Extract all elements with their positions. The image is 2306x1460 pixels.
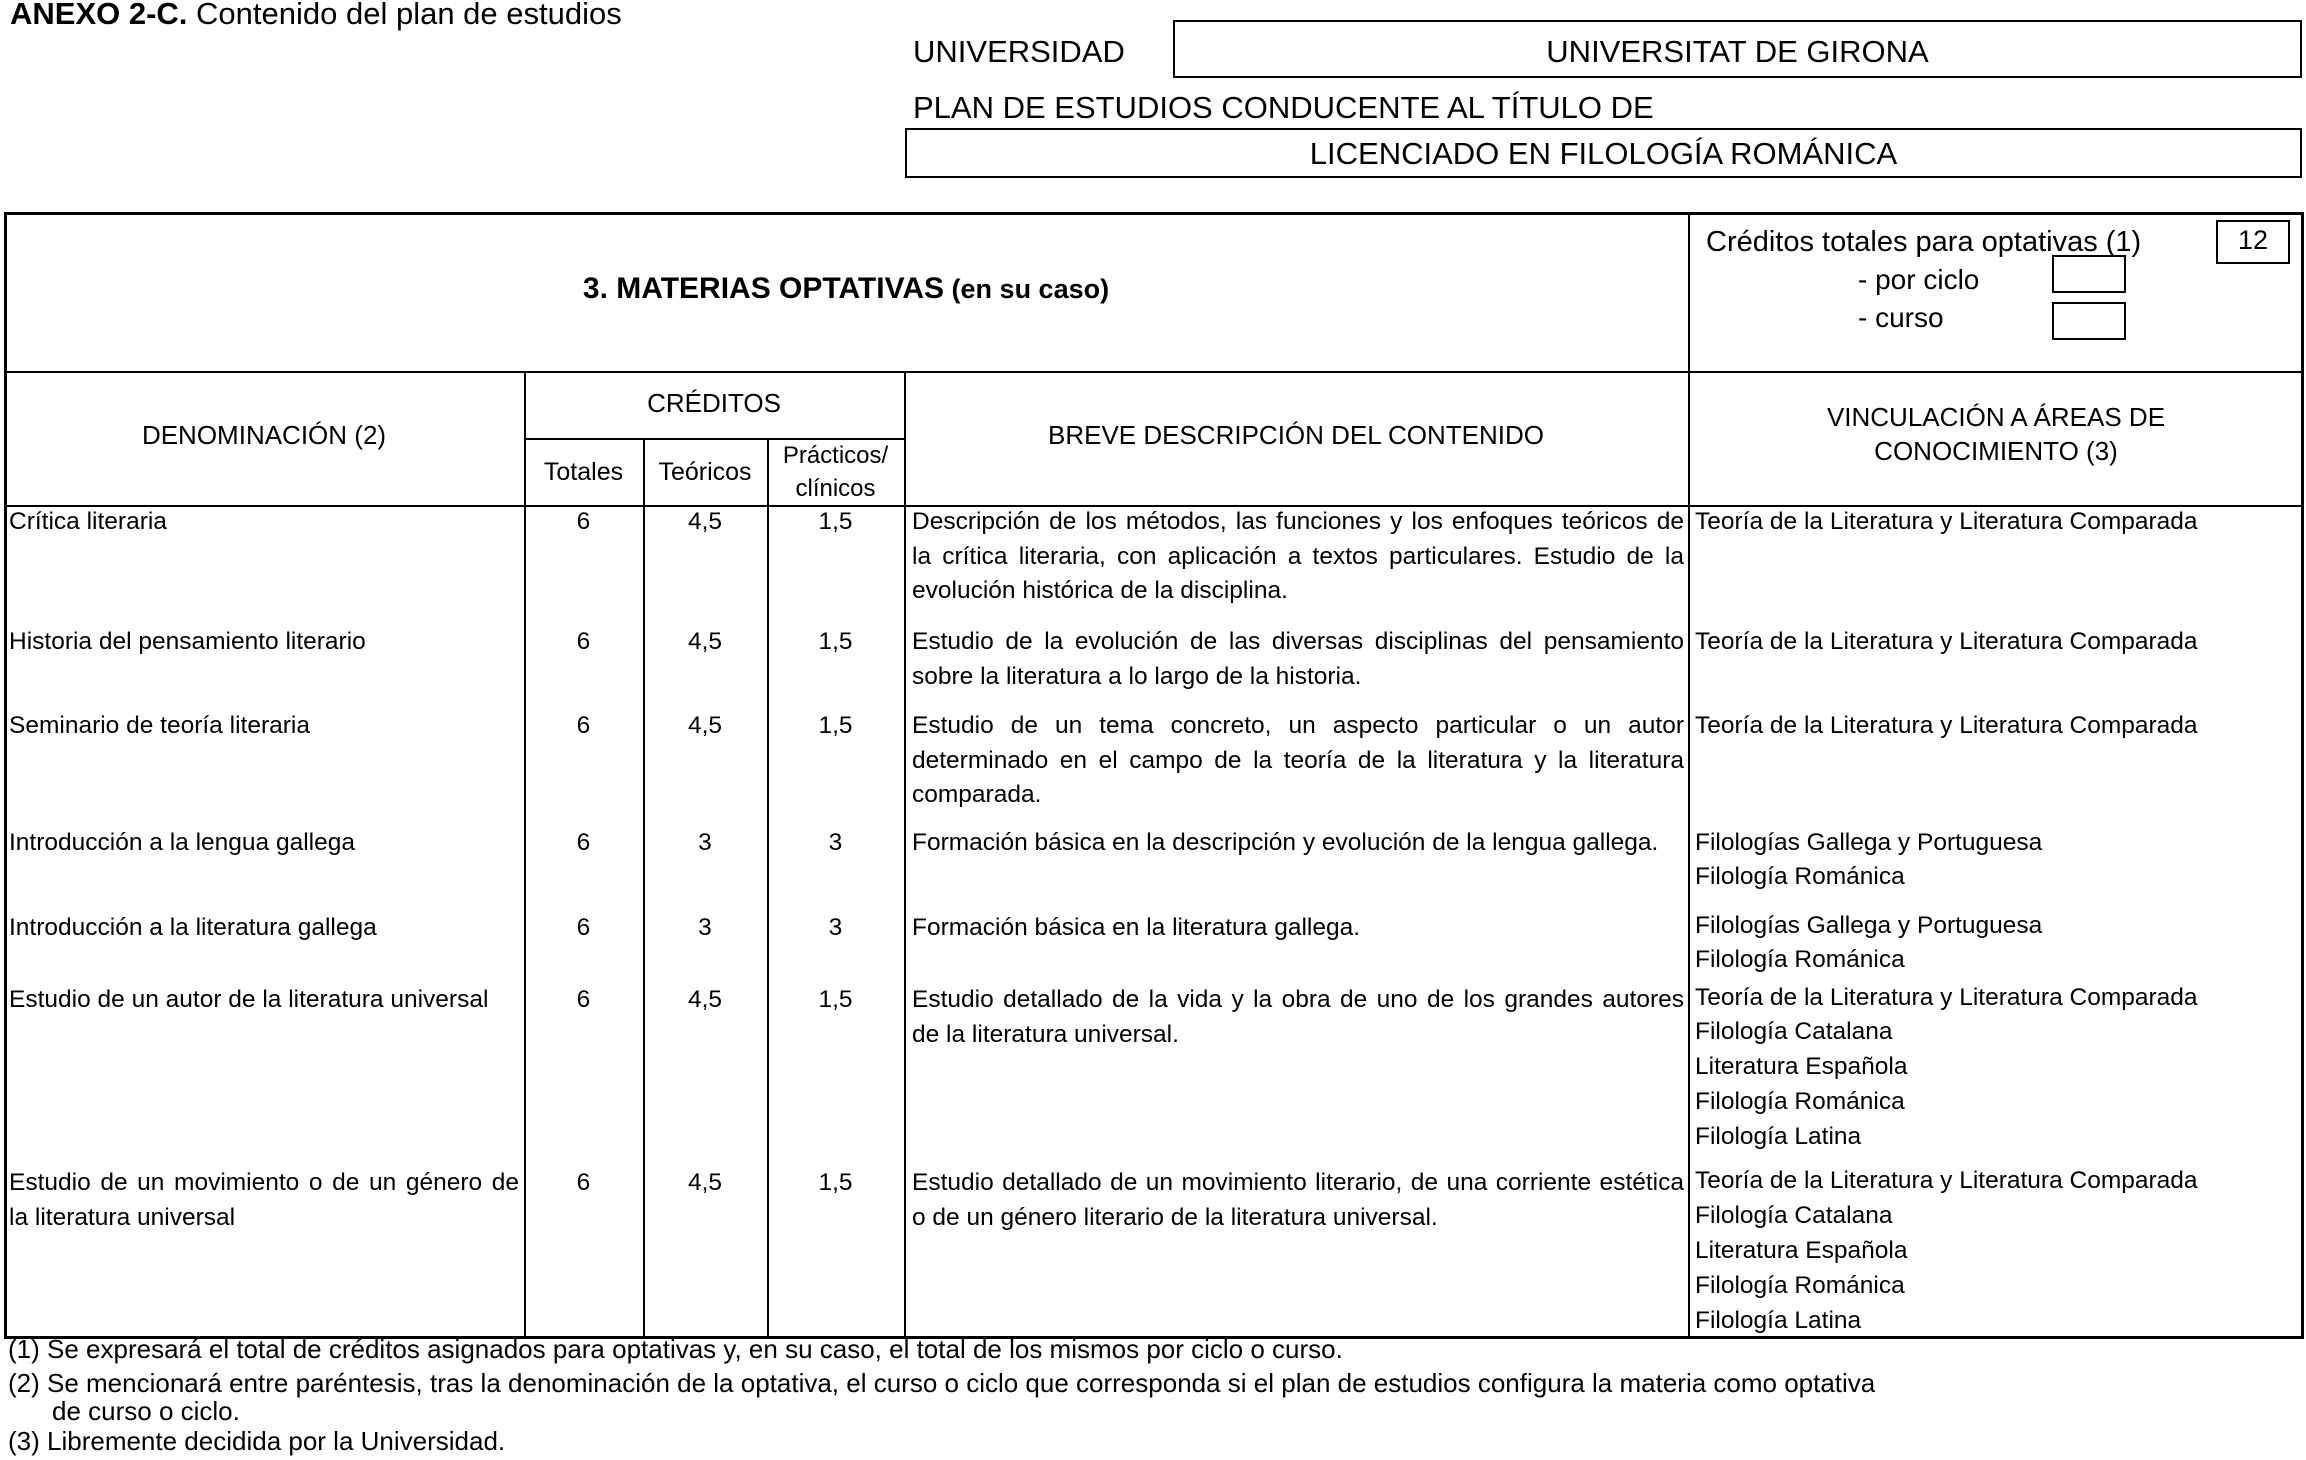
- row-3-totales: 6: [576, 829, 591, 856]
- row-1-totales: 6: [576, 628, 591, 655]
- row-3-teoricos: 3: [698, 829, 712, 856]
- credits-total-value: 12: [2237, 225, 2269, 255]
- annex-title-rest: Contenido del plan de estudios: [187, 0, 622, 31]
- row-2-practicos: 1,5: [818, 712, 853, 739]
- annex-title: [10, 0, 622, 32]
- col-descripcion: BREVE DESCRIPCIÓN DEL CONTENIDO: [1047, 420, 1544, 450]
- row-5-area-3: Filología Románica: [1695, 1088, 1905, 1115]
- per-cycle-label: - por ciclo: [1858, 264, 1980, 295]
- row-5-practicos: 1,5: [818, 986, 853, 1013]
- col-totales: Totales: [543, 458, 624, 486]
- row-4-teoricos: 3: [698, 914, 712, 941]
- row-5-name: Estudio de un autor de la literatura universal: [9, 986, 489, 1013]
- row-0-totales: 6: [576, 508, 591, 535]
- row-1-teoricos: 4,5: [687, 628, 723, 655]
- row-4-practicos: 3: [828, 914, 843, 941]
- row-2-totales: 6: [576, 712, 591, 739]
- row-5-teoricos: 4,5: [687, 986, 723, 1013]
- row-0-name: Crítica literaria: [9, 508, 167, 535]
- row-6-area-2: Literatura Española: [1695, 1237, 1908, 1264]
- row-3-area-0: Filologías Gallega y Portuguesa: [1695, 829, 2043, 856]
- footnote-2-cont: de curso o ciclo.: [52, 1396, 240, 1426]
- row-6-totales: 6: [576, 1169, 591, 1196]
- row-6-area-0: Teoría de la Literatura y Literatura Comparada: [1695, 1167, 2198, 1194]
- university-label: UNIVERSIDAD: [913, 34, 1125, 69]
- row-6-area-3: Filología Románica: [1695, 1272, 1905, 1299]
- footnote-2: (2) Se mencionará entre paréntesis, tras la denominación de la optativa, el curso o ciclo que corresponda si el plan de estudios configura la materia como optativa: [8, 1368, 1876, 1398]
- annex-title-bold: ANEXO 2-C.: [10, 0, 188, 31]
- row-5-totales: 6: [576, 986, 591, 1013]
- col-creditos: CRÉDITOS: [647, 388, 781, 418]
- row-0-teoricos: 4,5: [687, 508, 723, 535]
- col-vinculacion-2: CONOCIMIENTO (3): [1874, 436, 2118, 466]
- university-value: UNIVERSITAT DE GIRONA: [1546, 34, 1929, 69]
- row-1-practicos: 1,5: [818, 628, 853, 655]
- row-6-practicos: 1,5: [818, 1169, 853, 1196]
- col-teoricos: Teóricos: [658, 458, 752, 486]
- row-1-name: Historia del pensamiento literario: [9, 628, 366, 655]
- row-5-area-4: Filología Latina: [1695, 1123, 1862, 1150]
- row-2-teoricos: 4,5: [687, 712, 723, 739]
- divider: [524, 438, 906, 440]
- row-6-description: Estudio detallado de un movimiento literario, de una corriente estética o de un género literario de la literatura universal.: [912, 1169, 1684, 1231]
- row-0-practicos: 1,5: [818, 508, 853, 535]
- row-3-area-1: Filología Románica: [1695, 863, 1905, 890]
- row-5-description: Estudio detallado de la vida y la obra de uno de los grandes autores de la literatura universal.: [912, 986, 1684, 1048]
- row-3-description: Formación básica en la descripción y evolución de la lengua gallega.: [912, 829, 1659, 856]
- plan-label: PLAN DE ESTUDIOS CONDUCENTE AL TÍTULO DE: [913, 90, 1654, 125]
- row-6-area-4: Filología Latina: [1695, 1307, 1862, 1334]
- section-title-rest: (en su caso): [944, 274, 1110, 304]
- row-4-area-1: Filología Románica: [1695, 946, 1905, 973]
- row-2-name: Seminario de teoría literaria: [9, 712, 310, 739]
- per-course-box: [2052, 302, 2126, 340]
- row-4-description: Formación básica en la literatura gallega.: [912, 914, 1361, 941]
- row-4-area-0: Filologías Gallega y Portuguesa: [1695, 912, 2043, 939]
- row-3-name: Introducción a la lengua gallega: [9, 829, 355, 856]
- footnote-1: (1) Se expresará el total de créditos asignados para optativas y, en su caso, el total de los mismos por ciclo o curso.: [8, 1334, 1343, 1364]
- col-vinculacion-1: VINCULACIÓN A ÁREAS DE: [1826, 402, 2166, 432]
- credits-total-box: [2216, 220, 2290, 264]
- col-denominacion: DENOMINACIÓN (2): [141, 420, 387, 450]
- row-6-teoricos: 4,5: [687, 1169, 723, 1196]
- row-3-practicos: 3: [828, 829, 843, 856]
- section-title-bold: 3. MATERIAS OPTATIVAS: [582, 272, 945, 305]
- col-practicos-1: Prácticos/: [782, 442, 889, 469]
- footnote-3: (3) Libremente decidida por la Universidad.: [8, 1426, 506, 1456]
- credits-total-label: Créditos totales para optativas (1): [1706, 226, 2142, 258]
- row-5-area-1: Filología Catalana: [1695, 1018, 1893, 1045]
- row-4-name: Introducción a la literatura gallega: [9, 914, 377, 941]
- divider: [4, 371, 2304, 373]
- row-2-description: Estudio de un tema concreto, un aspecto particular o un autor determinado en el campo de la teoría de la literatura y la literatura comparada.: [912, 712, 1684, 808]
- row-1-area-0: Teoría de la Literatura y Literatura Comparada: [1695, 628, 2198, 655]
- divider: [1688, 212, 1690, 1339]
- row-5-area-0: Teoría de la Literatura y Literatura Comparada: [1695, 984, 2198, 1011]
- per-cycle-box: [2052, 255, 2126, 293]
- degree-box: [905, 128, 2302, 178]
- row-2-area-0: Teoría de la Literatura y Literatura Comparada: [1695, 712, 2198, 739]
- row-4-totales: 6: [576, 914, 591, 941]
- row-5-area-2: Literatura Española: [1695, 1053, 1908, 1080]
- divider: [904, 371, 906, 1339]
- university-box: [1173, 20, 2302, 78]
- per-course-label: - curso: [1858, 302, 1944, 333]
- row-0-area-0: Teoría de la Literatura y Literatura Comparada: [1695, 508, 2198, 535]
- degree-value: LICENCIADO EN FILOLOGÍA ROMÁNICA: [1309, 136, 1898, 171]
- row-6-area-1: Filología Catalana: [1695, 1202, 1893, 1229]
- col-practicos-2: clínicos: [795, 475, 876, 502]
- divider: [643, 438, 645, 1339]
- divider: [767, 438, 769, 1339]
- section-title: [4, 272, 1688, 306]
- row-1-description: Estudio de la evolución de las diversas disciplinas del pensamiento sobre la literatura a lo largo de la historia.: [912, 628, 1684, 690]
- row-6-name: Estudio de un movimiento o de un género de la literatura universal: [9, 1169, 519, 1231]
- row-0-description: Descripción de los métodos, las funciones y los enfoques teóricos de la crítica literaria, con aplicación a textos particulares. Estudio de la evolución histórica de la disciplina.: [912, 508, 1684, 604]
